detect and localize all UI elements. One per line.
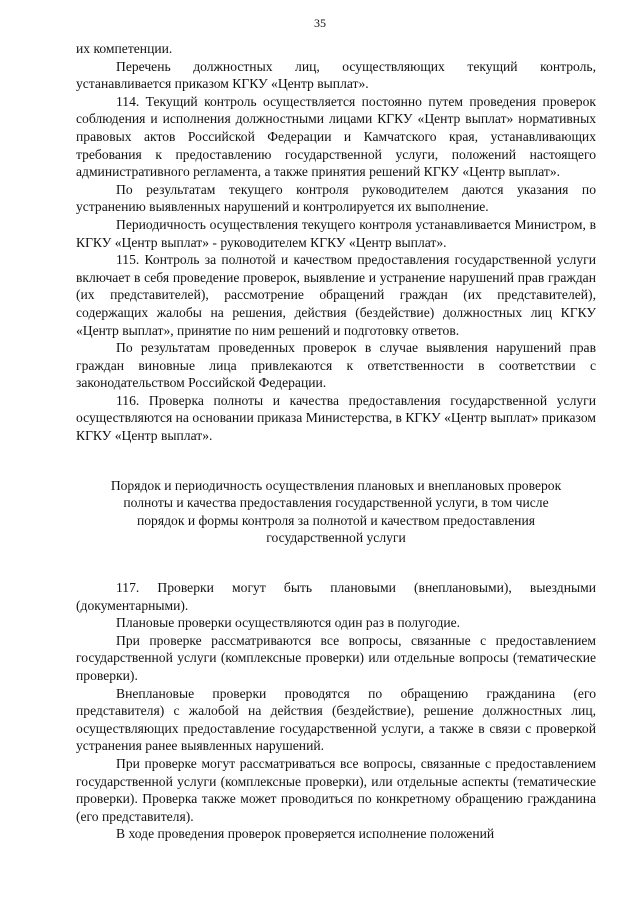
paragraph: При проверке рассматриваются все вопросы, связанные с предоставлением государственной услуги (комплексные проверки) или отдельные вопросы (тематические проверки). xyxy=(76,632,596,683)
paragraph: 115. Контроль за полнотой и качеством предоставления государственной услуги включает в себя проведение проверок, выявление и устранение нарушений прав граждан (их представителей), рассмотрение обращений граждан (их представителей), содержащих жалобы на решения, действия (бездействие) должностных лиц КГКУ «Центр выплат», принятие по ним решений и подготовку ответов. xyxy=(76,252,596,338)
document-body xyxy=(76,40,596,843)
paragraph: их компетенции. xyxy=(76,41,173,56)
page-number: 35 xyxy=(314,16,326,30)
section-heading xyxy=(76,477,596,547)
paragraph: Перечень должностных лиц, осуществляющих текущий контроль, устанавливается приказом КГКУ «Центр выплат». xyxy=(76,58,596,92)
section-heading-line: порядок и формы контроля за полнотой и качеством предоставления xyxy=(136,512,535,528)
paragraph: 116. Проверка полноты и качества предоставления государственной услуги осуществляются на основании приказа Министерства, в КГКУ «Центр выплат» приказом КГКУ «Центр выплат». xyxy=(76,392,596,444)
paragraphs-bottom xyxy=(76,579,596,843)
section-heading-line: полноты и качества предоставления государственной услуги, в том числе xyxy=(123,495,549,511)
section-heading-line: государственной услуги xyxy=(266,530,406,546)
paragraph: По результатам проведенных проверок в случае выявления нарушений прав граждан виновные лица привлекаются к ответственности в соответствии с законодательством Российской Федерации. xyxy=(76,340,596,391)
paragraphs-top xyxy=(76,40,596,445)
paragraph: Периодичность осуществления текущего контроля устанавливается Министром, в КГКУ «Центр выплат» - руководителем КГКУ «Центр выплат». xyxy=(76,216,596,250)
paragraph: 114. Текущий контроль осуществляется постоянно путем проведения проверок соблюдения и исполнения должностными лицами КГКУ «Центр выплат» нормативных правовых актов Российской Федерации и Камчатского края, устанавливающих требования к предоставлению государственной услуги, положений настоящего административного регламента, а также принятия решений КГКУ «Центр выплат». xyxy=(76,93,596,180)
paragraph: Плановые проверки осуществляются один раз в полугодие. xyxy=(116,615,461,631)
paragraph: По результатам текущего контроля руководителем даются указания по устранению выявленных нарушений и контролируется их выполнение. xyxy=(76,181,596,215)
section-heading-line: Порядок и периодичность осуществления плановых и внеплановых проверок xyxy=(110,477,562,493)
paragraph: В ходе проведения проверок проверяется исполнение положений xyxy=(116,826,495,842)
paragraph: При проверке могут рассматриваться все вопросы, связанные с предоставлением государственной услуги (комплексные проверки), или отдельные аспекты (тематические проверки). Проверка также может проводиться по конкретному обращению гражданина (его представителя). xyxy=(76,755,596,824)
paragraph: 117. Проверки могут быть плановыми (внеплановыми), выездными (документарными). xyxy=(76,580,596,613)
paragraph: Внеплановые проверки проводятся по обращению гражданина (его представителя) с жалобой на действия (бездействие), решение должностных лиц, осуществляющих предоставление государственной услуги, а также в связи с проверкой устранения ранее выявленных нарушений. xyxy=(76,685,596,754)
